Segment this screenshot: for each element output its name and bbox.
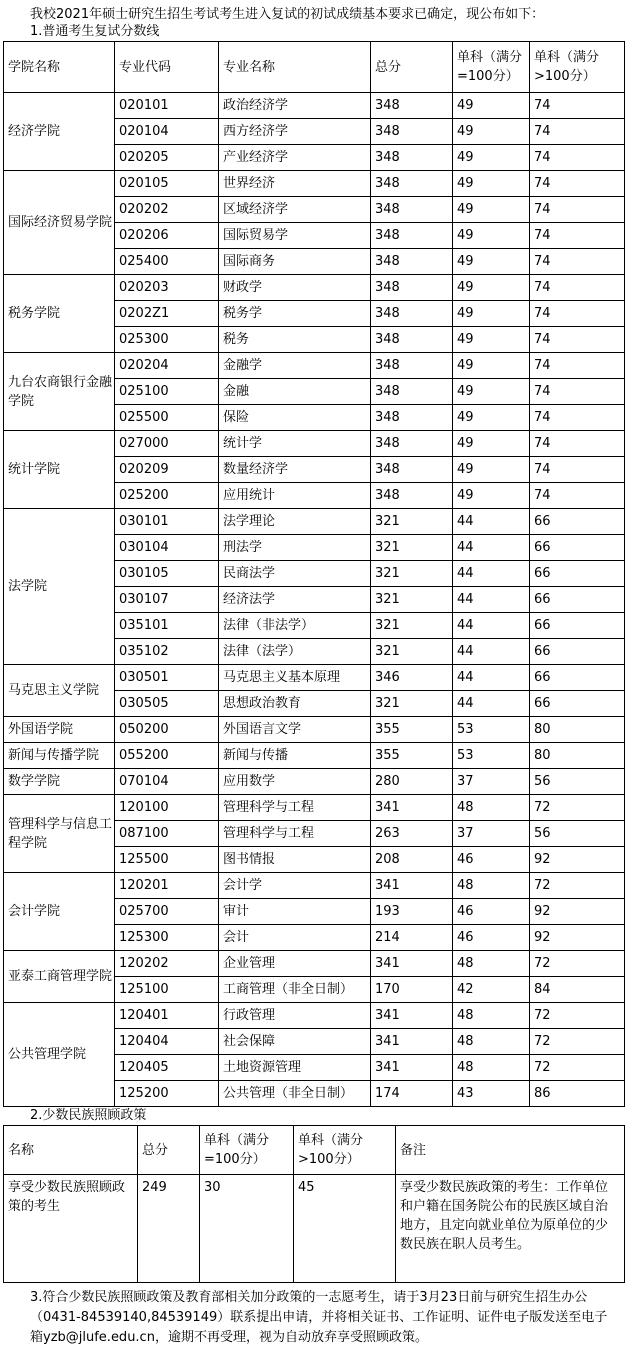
- cell-single-over-100: 92: [530, 925, 625, 951]
- header-total-score: 总分: [371, 42, 453, 93]
- cell-single-100: 44: [453, 665, 530, 691]
- cell-total-score: 263: [371, 821, 453, 847]
- cell-single-100: 48: [453, 873, 530, 899]
- cell-major-name: 社会保障: [219, 1029, 371, 1055]
- cell-major-code: 020205: [115, 145, 219, 171]
- cell-major-name: 保险: [219, 405, 371, 431]
- table-row: [4, 93, 625, 119]
- cell-single-over-100: 74: [530, 223, 625, 249]
- cell-major-code: 120202: [115, 951, 219, 977]
- cell-major-code: 035102: [115, 639, 219, 665]
- cell-single-over-100: 74: [530, 301, 625, 327]
- table-row: [4, 769, 625, 795]
- cell-single-over-100: 66: [530, 509, 625, 535]
- cell-major-code: 030501: [115, 665, 219, 691]
- cell-major-name: 政治经济学: [219, 93, 371, 119]
- cell-major-name: 审计: [219, 899, 371, 925]
- cell-single-100: 49: [453, 301, 530, 327]
- header-total-score: 总分: [138, 1126, 200, 1175]
- cell-single-over-100: 74: [530, 93, 625, 119]
- cell-major-name: 财政学: [219, 275, 371, 301]
- cell-major-name: 新闻与传播: [219, 743, 371, 769]
- cell-total-score: 341: [371, 1003, 453, 1029]
- minority-policy-table: [3, 1125, 625, 1283]
- cell-single-100: 42: [453, 977, 530, 1003]
- table-row: [4, 171, 625, 197]
- cell-single-100: 43: [453, 1081, 530, 1107]
- header-major-name: 专业名称: [219, 42, 371, 93]
- cell-single-over-100: 74: [530, 275, 625, 301]
- cell-total-score: 348: [371, 483, 453, 509]
- cell-single-over-100: 74: [530, 353, 625, 379]
- cell-total-score: 348: [371, 93, 453, 119]
- cell-total-score: 348: [371, 379, 453, 405]
- cell-major-code: 120201: [115, 873, 219, 899]
- cell-total-score: 321: [371, 639, 453, 665]
- cell-single-100: 49: [453, 249, 530, 275]
- cell-major-code: 125500: [115, 847, 219, 873]
- cell-single-over-100: 66: [530, 561, 625, 587]
- cell-single-over-100: 74: [530, 379, 625, 405]
- cell-major-code: 020209: [115, 457, 219, 483]
- cell-single-100: 49: [453, 353, 530, 379]
- cell-single-100: 44: [453, 509, 530, 535]
- cell-total-score: 280: [371, 769, 453, 795]
- cell-major-name: 经济法学: [219, 587, 371, 613]
- cell-single-100: 49: [453, 483, 530, 509]
- table-row: [4, 1003, 625, 1029]
- cell-single-100: 48: [453, 1055, 530, 1081]
- cell-major-name: 金融学: [219, 353, 371, 379]
- cell-college: 统计学院: [4, 431, 115, 509]
- table-row: [4, 275, 625, 301]
- cell-single-100: 44: [453, 639, 530, 665]
- cell-single-over-100: 74: [530, 327, 625, 353]
- cell-major-name: 企业管理: [219, 951, 371, 977]
- cell-single-100: 53: [453, 743, 530, 769]
- cell-single-over-100: 72: [530, 873, 625, 899]
- cell-total-score: 348: [371, 301, 453, 327]
- cell-major-code: 035101: [115, 613, 219, 639]
- cell-single-over-100: 86: [530, 1081, 625, 1107]
- header-college: 学院名称: [4, 42, 115, 93]
- cell-major-name: 法律（非法学）: [219, 613, 371, 639]
- cell-single-100: 49: [453, 327, 530, 353]
- cell-college: 马克思主义学院: [4, 665, 115, 717]
- cell-total-score: 341: [371, 1055, 453, 1081]
- footer-line-2: （0431-84539140,84539149）联系提出申请，并将相关证书、工作证明、证件电子版发送至电子: [30, 1310, 608, 1325]
- cell-major-name: 世界经济: [219, 171, 371, 197]
- cell-single-over-100: 92: [530, 847, 625, 873]
- cell-total-score: 341: [371, 795, 453, 821]
- footer-notice: [0, 1288, 628, 1348]
- cell-single-over-100: 72: [530, 951, 625, 977]
- cell-major-code: 125200: [115, 1081, 219, 1107]
- cell-single-over-100: 72: [530, 795, 625, 821]
- cell-single-100: 49: [453, 197, 530, 223]
- cell-single-over-100: 74: [530, 119, 625, 145]
- table-row: [4, 795, 625, 821]
- cell-single-over-100: 74: [530, 483, 625, 509]
- cell-college: 公共管理学院: [4, 1003, 115, 1107]
- table-row: [4, 665, 625, 691]
- cell-major-code: 030505: [115, 691, 219, 717]
- cell-major-name: 应用统计: [219, 483, 371, 509]
- cell-major-code: 120100: [115, 795, 219, 821]
- cell-single-over-100: 66: [530, 613, 625, 639]
- table-row: [4, 1175, 625, 1283]
- cell-major-name: 外国语言文学: [219, 717, 371, 743]
- table-row: [4, 717, 625, 743]
- cell-single-100: 49: [453, 223, 530, 249]
- cell-single-over-100: 72: [530, 1029, 625, 1055]
- cell-total-score: 341: [371, 951, 453, 977]
- cell-single-over-100: 66: [530, 587, 625, 613]
- cell-single-over-100: 72: [530, 1003, 625, 1029]
- cell-single-100: 37: [453, 769, 530, 795]
- cell-major-code: 120401: [115, 1003, 219, 1029]
- cell-major-code: 125300: [115, 925, 219, 951]
- cell-college: 新闻与传播学院: [4, 743, 115, 769]
- cell-total-score: 348: [371, 353, 453, 379]
- table-header-row: [4, 1126, 625, 1175]
- cell-single-over-100: 66: [530, 665, 625, 691]
- cell-single-100: 49: [453, 119, 530, 145]
- cell-major-name: 会计: [219, 925, 371, 951]
- cell-major-name: 刑法学: [219, 535, 371, 561]
- cell-college: 会计学院: [4, 873, 115, 951]
- cutoff-score-table: [3, 41, 625, 1107]
- header-remarks: 备注: [396, 1126, 625, 1175]
- cell-single-100: 49: [453, 431, 530, 457]
- header-single-over-100: 单科（满分>100分）: [294, 1126, 396, 1175]
- cell-major-name: 税务学: [219, 301, 371, 327]
- cell-major-name: 法学理论: [219, 509, 371, 535]
- header-name: 名称: [4, 1126, 138, 1175]
- cell-single-over-100: 74: [530, 405, 625, 431]
- cell-major-name: 思想政治教育: [219, 691, 371, 717]
- cell-major-code: 025300: [115, 327, 219, 353]
- cell-total-score: 348: [371, 223, 453, 249]
- cell-single-100: 37: [453, 821, 530, 847]
- cell-college: 经济学院: [4, 93, 115, 171]
- cell-single-100: 49: [453, 379, 530, 405]
- cell-total-score: 321: [371, 561, 453, 587]
- cell-major-code: 030105: [115, 561, 219, 587]
- cell-major-name: 公共管理（非全日制）: [219, 1081, 371, 1107]
- table-row: [4, 431, 625, 457]
- section-1-title: 1.普通考生复试分数线: [30, 24, 160, 39]
- cell-major-name: 数量经济学: [219, 457, 371, 483]
- cell-major-name: 管理科学与工程: [219, 795, 371, 821]
- cell-major-code: 020101: [115, 93, 219, 119]
- cell-major-code: 020206: [115, 223, 219, 249]
- cell-major-name: 工商管理（非全日制）: [219, 977, 371, 1003]
- cell-single-100: 46: [453, 899, 530, 925]
- cell-major-name: 法律（法学）: [219, 639, 371, 665]
- cell-name: 享受少数民族照顾政策的考生: [4, 1175, 138, 1283]
- cell-total-score: 348: [371, 327, 453, 353]
- cell-college: 法学院: [4, 509, 115, 665]
- cell-single-100: 48: [453, 951, 530, 977]
- cell-major-name: 应用数学: [219, 769, 371, 795]
- cell-college: 外国语学院: [4, 717, 115, 743]
- cell-major-code: 030107: [115, 587, 219, 613]
- intro-text: 我校2021年硕士研究生招生考试考生进入复试的初试成绩基本要求已确定，现公布如下：: [30, 7, 545, 22]
- cell-single-100: 46: [453, 847, 530, 873]
- cell-total-score: 321: [371, 535, 453, 561]
- cell-major-name: 马克思主义基本原理: [219, 665, 371, 691]
- cell-total-score: 170: [371, 977, 453, 1003]
- cell-total-score: 214: [371, 925, 453, 951]
- cell-college: 九台农商银行金融学院: [4, 353, 115, 431]
- footer-line-1: 3.符合少数民族照顾政策及教育部相关加分政策的一志愿考生，请于3月23日前与研究生招生办公: [30, 1290, 588, 1305]
- cell-single-over-100: 72: [530, 1055, 625, 1081]
- cell-total-score: 348: [371, 197, 453, 223]
- cell-total-score: 321: [371, 613, 453, 639]
- cell-major-code: 020104: [115, 119, 219, 145]
- cell-major-name: 国际商务: [219, 249, 371, 275]
- cell-major-code: 025400: [115, 249, 219, 275]
- cell-major-code: 025200: [115, 483, 219, 509]
- cell-single-over-100: 74: [530, 145, 625, 171]
- cell-major-name: 金融: [219, 379, 371, 405]
- cell-total-score: 346: [371, 665, 453, 691]
- cell-single-100: 44: [453, 587, 530, 613]
- cell-major-code: 025700: [115, 899, 219, 925]
- cell-total-score: 321: [371, 587, 453, 613]
- cell-major-code: 030101: [115, 509, 219, 535]
- cell-major-name: 土地资源管理: [219, 1055, 371, 1081]
- cell-college: 税务学院: [4, 275, 115, 353]
- cell-college: 亚泰工商管理学院: [4, 951, 115, 1003]
- cell-total-score: 174: [371, 1081, 453, 1107]
- cell-single-100: 48: [453, 1029, 530, 1055]
- cell-remarks: 享受少数民族政策的考生：工作单位和户籍在国务院公布的民族区域自治地方，且定向就业单位为原单位的少数民族在职人员考生。: [396, 1175, 625, 1283]
- cell-single-over-100: 92: [530, 899, 625, 925]
- cell-major-code: 020202: [115, 197, 219, 223]
- cell-total-score: 341: [371, 873, 453, 899]
- cell-single-100: 44: [453, 561, 530, 587]
- cell-major-code: 070104: [115, 769, 219, 795]
- header-single-over-100: 单科（满分>100分）: [530, 42, 625, 93]
- table-row: [4, 353, 625, 379]
- cell-single-100: 48: [453, 1003, 530, 1029]
- cell-single-100: 49: [453, 145, 530, 171]
- cell-major-name: 西方经济学: [219, 119, 371, 145]
- cell-single-100: 49: [453, 93, 530, 119]
- cell-total-score: 348: [371, 275, 453, 301]
- cell-single-over-100: 66: [530, 639, 625, 665]
- cell-total-score: 348: [371, 405, 453, 431]
- cell-single-100: 44: [453, 691, 530, 717]
- cell-total-score: 321: [371, 509, 453, 535]
- cell-single-over-100: 66: [530, 691, 625, 717]
- cell-single-over-100: 74: [530, 431, 625, 457]
- cell-total-score: 321: [371, 691, 453, 717]
- cell-major-name: 图书情报: [219, 847, 371, 873]
- cell-single-100: 44: [453, 535, 530, 561]
- cell-major-code: 050200: [115, 717, 219, 743]
- cell-major-name: 区域经济学: [219, 197, 371, 223]
- cell-single-100: 48: [453, 795, 530, 821]
- cell-total-score: 348: [371, 431, 453, 457]
- cell-college: 管理科学与信息工程学院: [4, 795, 115, 873]
- cell-single-100: 49: [453, 457, 530, 483]
- cell-major-code: 020105: [115, 171, 219, 197]
- cell-single-over-100: 66: [530, 535, 625, 561]
- cell-single-100: 53: [453, 717, 530, 743]
- cell-major-name: 民商法学: [219, 561, 371, 587]
- cell-major-name: 国际贸易学: [219, 223, 371, 249]
- cell-single-over-100: 45: [294, 1175, 396, 1283]
- cell-single-over-100: 80: [530, 717, 625, 743]
- section-2-title: 2.少数民族照顾政策: [30, 1108, 147, 1123]
- cell-major-name: 管理科学与工程: [219, 821, 371, 847]
- cell-major-code: 025500: [115, 405, 219, 431]
- cell-major-name: 产业经济学: [219, 145, 371, 171]
- footer-line-3: 箱yzb@jlufe.edu.cn，逾期不再受理，视为自动放弃享受照顾政策。: [30, 1330, 428, 1345]
- cell-single-over-100: 56: [530, 821, 625, 847]
- header-major-code: 专业代码: [115, 42, 219, 93]
- table-row: [4, 873, 625, 899]
- cell-major-name: 统计学: [219, 431, 371, 457]
- cell-single-over-100: 74: [530, 249, 625, 275]
- header-single-100: 单科（满分=100分）: [200, 1126, 294, 1175]
- cell-major-code: 030104: [115, 535, 219, 561]
- cell-single-over-100: 80: [530, 743, 625, 769]
- cell-major-code: 120404: [115, 1029, 219, 1055]
- cell-single-100: 49: [453, 405, 530, 431]
- cell-total-score: 208: [371, 847, 453, 873]
- cell-single-over-100: 74: [530, 171, 625, 197]
- cell-major-name: 税务: [219, 327, 371, 353]
- cell-total-score: 341: [371, 1029, 453, 1055]
- cell-major-code: 020203: [115, 275, 219, 301]
- cell-major-code: 087100: [115, 821, 219, 847]
- cell-single-100: 49: [453, 275, 530, 301]
- cell-total-score: 348: [371, 249, 453, 275]
- cutoff-table-body: [4, 93, 625, 1107]
- table-header-row: [4, 42, 625, 93]
- cell-single-over-100: 74: [530, 457, 625, 483]
- cell-major-name: 行政管理: [219, 1003, 371, 1029]
- cell-major-code: 0202Z1: [115, 301, 219, 327]
- cell-major-code: 125100: [115, 977, 219, 1003]
- cell-major-code: 025100: [115, 379, 219, 405]
- cell-single-100: 49: [453, 171, 530, 197]
- cell-total-score: 348: [371, 119, 453, 145]
- cell-total-score: 355: [371, 743, 453, 769]
- cell-college: 国际经济贸易学院: [4, 171, 115, 275]
- cell-major-code: 120405: [115, 1055, 219, 1081]
- cell-single-100: 44: [453, 613, 530, 639]
- cell-single-over-100: 74: [530, 197, 625, 223]
- cell-single-over-100: 84: [530, 977, 625, 1003]
- cell-major-code: 020204: [115, 353, 219, 379]
- table-row: [4, 509, 625, 535]
- cell-total-score: 348: [371, 145, 453, 171]
- cell-total-score: 249: [138, 1175, 200, 1283]
- cell-major-code: 055200: [115, 743, 219, 769]
- cell-single-100: 30: [200, 1175, 294, 1283]
- header-single-100: 单科（满分=100分）: [453, 42, 530, 93]
- cell-total-score: 355: [371, 717, 453, 743]
- cell-total-score: 348: [371, 171, 453, 197]
- cell-major-name: 会计学: [219, 873, 371, 899]
- cell-single-over-100: 56: [530, 769, 625, 795]
- cell-total-score: 193: [371, 899, 453, 925]
- table-row: [4, 951, 625, 977]
- cell-college: 数学学院: [4, 769, 115, 795]
- table-row: [4, 743, 625, 769]
- cell-major-code: 027000: [115, 431, 219, 457]
- cell-single-100: 46: [453, 925, 530, 951]
- cell-total-score: 348: [371, 457, 453, 483]
